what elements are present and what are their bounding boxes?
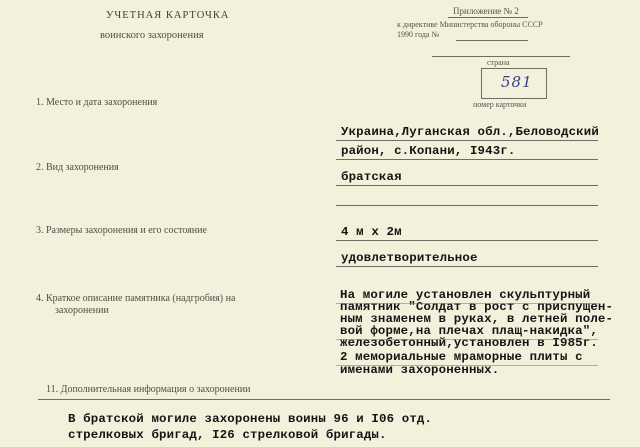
field-monument-line-5: железобетонный,установлен в I985г. xyxy=(340,336,598,350)
field-monument-label-line-2: захоронении xyxy=(55,305,109,316)
field-place-date-line-2: район, с.Копани, I943г. xyxy=(341,144,516,158)
card-number-box xyxy=(481,68,547,99)
card-title: УЧЕТНАЯ КАРТОЧКА xyxy=(106,10,230,21)
field-monument-line-6: 2 мемориальные мраморные плиты с xyxy=(340,350,583,364)
field-monument-line-3: ным знаменем в руках, в летней поле- xyxy=(340,312,614,326)
directive-line-2: 1990 года № xyxy=(397,30,440,39)
field-place-date-line-1: Украина,Луганская обл.,Беловодский xyxy=(341,125,599,139)
field-type-value: братская xyxy=(341,170,402,184)
appendix-label: Приложение № 2 xyxy=(453,6,519,16)
card-number-label: номер карточки xyxy=(473,100,527,109)
field-monument-line-4: вой форме,на плечах плащ-накидка", xyxy=(340,324,598,338)
field-type-label: 2. Вид захоронения xyxy=(36,162,119,173)
field-additional-label: 11. Дополнительная информация о захоронении xyxy=(46,384,251,395)
field-place-date-label: 1. Место и дата захоронения xyxy=(36,97,158,108)
card-number: 581 xyxy=(501,73,533,91)
card-subtitle: воинского захоронения xyxy=(100,30,204,41)
field-condition-value: удовлетворительное xyxy=(341,251,478,265)
field-size-label: 3. Размеры захоронения и его состояние xyxy=(36,225,207,236)
field-monument-line-2: памятник "Солдат в рост с приспущен- xyxy=(340,300,614,314)
field-monument-line-7: именами захороненных. xyxy=(340,363,500,377)
field-additional-line-1: В братской могиле захоронены воины 96 и I06 отд. xyxy=(68,412,433,426)
field-size-value: 4 м х 2м xyxy=(341,225,402,239)
field-additional-line-2: стрелковых бригад, I26 стрелковой бригады. xyxy=(68,428,387,442)
field-monument-label-line-1: 4. Краткое описание памятника (надгробия) на xyxy=(36,293,236,304)
country-label: страна xyxy=(487,58,510,67)
field-monument-line-1: На могиле установлен скульптурный xyxy=(340,288,591,302)
directive-line-1: к директиве Министерства обороны СССР xyxy=(397,20,543,29)
